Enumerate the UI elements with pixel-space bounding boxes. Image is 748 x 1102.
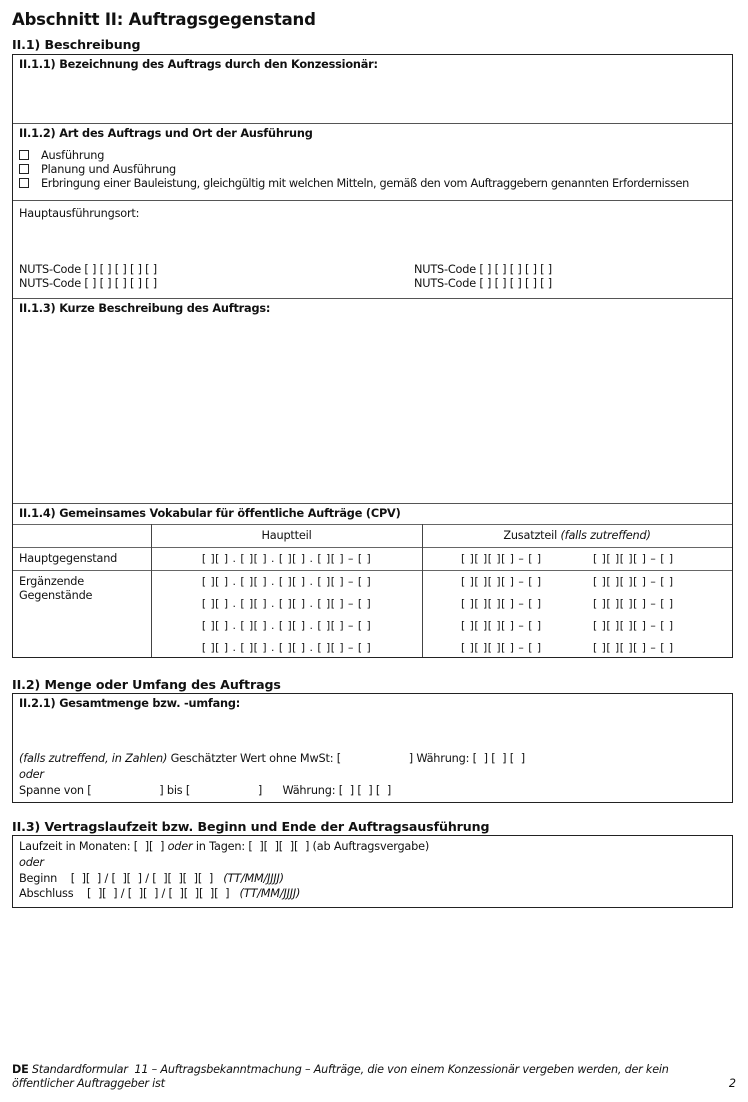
or-text: oder bbox=[19, 768, 44, 781]
menge-box bbox=[12, 693, 733, 803]
footer bbox=[12, 1063, 736, 1091]
divider bbox=[13, 570, 732, 571]
begin-date[interactable]: Beginn [ ][ ] / [ ][ ] / [ ][ ][ ][ ] (TT/MM/JJJJ) bbox=[19, 872, 284, 885]
divider bbox=[422, 524, 423, 657]
cpv-supp-code[interactable]: [ ][ ][ ][ ] – [ ] bbox=[593, 575, 674, 588]
section-heading-beschreibung: II.1) Beschreibung bbox=[12, 37, 141, 52]
field-label: II.1.3) Kurze Beschreibung des Auftrags: bbox=[19, 302, 271, 315]
cpv-extra-main-code[interactable]: [ ][ ] . [ ][ ] . [ ][ ] . [ ][ ] – [ ] bbox=[201, 597, 372, 610]
col-header-hauptteil: Hauptteil bbox=[261, 529, 312, 542]
cpv-supp-code[interactable]: [ ][ ][ ][ ] – [ ] bbox=[593, 597, 674, 610]
nuts-code-2[interactable]: NUTS-Code [ ] [ ] [ ] [ ] [ ] bbox=[19, 277, 157, 290]
cpv-supp-code[interactable]: [ ][ ][ ][ ] – [ ] bbox=[461, 597, 542, 610]
laufzeit-box bbox=[12, 835, 733, 908]
option-bauleistung[interactable]: Erbringung einer Bauleistung, gleichgültig mit welchen Mitteln, gemäß den vom Auftraggebern genannten Erfordernissen bbox=[19, 177, 689, 190]
checkbox[interactable] bbox=[19, 150, 29, 160]
field-bezeichnung[interactable] bbox=[13, 55, 732, 124]
cpv-supp-code[interactable]: [ ][ ][ ][ ] – [ ] bbox=[593, 552, 674, 565]
option-ausfuehrung[interactable]: Ausführung bbox=[19, 149, 104, 162]
cpv-supp-code[interactable]: [ ][ ][ ][ ] – [ ] bbox=[461, 619, 542, 632]
divider bbox=[151, 524, 152, 657]
footer-lang: DE bbox=[12, 1063, 29, 1076]
section-heading-menge: II.2) Menge oder Umfang des Auftrags bbox=[12, 677, 281, 692]
nuts-code-1[interactable]: NUTS-Code [ ] [ ] [ ] [ ] [ ] bbox=[19, 263, 157, 276]
option-planung-und-ausfuehrung[interactable]: Planung und Ausführung bbox=[19, 163, 176, 176]
field-kurze-beschreibung[interactable] bbox=[13, 299, 732, 504]
footer-text-1: Standardformular 11 – Auftragsbekanntmachung – Aufträge, die von einem Konzessionär vergeben werden, der kein bbox=[31, 1063, 669, 1076]
cpv-supp-code[interactable]: [ ][ ][ ][ ] – [ ] bbox=[593, 619, 674, 632]
footer-text-2: öffentlicher Auftraggeber ist bbox=[12, 1077, 165, 1090]
place-label: Hauptausführungsort: bbox=[19, 207, 140, 220]
cpv-supp-code[interactable]: [ ][ ][ ][ ] – [ ] bbox=[461, 575, 542, 588]
cpv-supp-code[interactable]: [ ][ ][ ][ ] – [ ] bbox=[461, 552, 542, 565]
cpv-supp-code[interactable]: [ ][ ][ ][ ] – [ ] bbox=[461, 641, 542, 654]
row-label-gegenstaende: Gegenstände bbox=[19, 589, 93, 602]
field-label: II.1.1) Bezeichnung des Auftrags durch den Konzessionär: bbox=[19, 58, 378, 71]
checkbox[interactable] bbox=[19, 178, 29, 188]
duration-line[interactable]: Laufzeit in Monaten: [ ][ ] oder in Tagen: [ ][ ][ ][ ] (ab Auftragsvergabe) bbox=[19, 840, 430, 853]
or-text: oder bbox=[19, 856, 44, 869]
cpv-table bbox=[13, 504, 732, 657]
range-line[interactable]: Spanne von [ ] bis [ ] Währung: [ ] [ ] [ ] bbox=[19, 784, 392, 797]
field-label: II.2.1) Gesamtmenge bzw. -umfang: bbox=[19, 697, 241, 710]
cpv-extra-main-code[interactable]: [ ][ ] . [ ][ ] . [ ][ ] . [ ][ ] – [ ] bbox=[201, 575, 372, 588]
nuts-code-4[interactable]: NUTS-Code [ ] [ ] [ ] [ ] [ ] bbox=[414, 277, 552, 290]
row-label-ergaenzende: Ergänzende bbox=[19, 575, 84, 588]
estimated-value-line[interactable]: (falls zutreffend, in Zahlen) Geschätzter Wert ohne MwSt: [ ] Währung: [ ] [ ] [ ] bbox=[19, 752, 525, 765]
col-header-zusatzteil: Zusatzteil (falls zutreffend) bbox=[503, 529, 651, 542]
section-heading-vertragslaufzeit: II.3) Vertragslaufzeit bzw. Beginn und Ende der Auftragsausführung bbox=[12, 819, 490, 834]
cpv-extra-main-code[interactable]: [ ][ ] . [ ][ ] . [ ][ ] . [ ][ ] – [ ] bbox=[201, 641, 372, 654]
checkbox[interactable] bbox=[19, 164, 29, 174]
cpv-main-code[interactable]: [ ][ ] . [ ][ ] . [ ][ ] . [ ][ ] – [ ] bbox=[201, 552, 372, 565]
end-date[interactable]: Abschluss [ ][ ] / [ ][ ] / [ ][ ][ ][ ] (TT/MM/JJJJ) bbox=[19, 887, 301, 900]
cpv-extra-main-code[interactable]: [ ][ ] . [ ][ ] . [ ][ ] . [ ][ ] – [ ] bbox=[201, 619, 372, 632]
page-number: 2 bbox=[728, 1077, 736, 1090]
divider bbox=[13, 524, 732, 525]
section-title: Abschnitt II: Auftragsgegenstand bbox=[12, 10, 316, 29]
field-label: II.1.2) Art des Auftrags und Ort der Ausführung bbox=[19, 127, 313, 140]
field-art-des-auftrags bbox=[13, 124, 732, 201]
row-label-hauptgegenstand: Hauptgegenstand bbox=[19, 552, 118, 565]
beschreibung-box bbox=[12, 54, 733, 658]
divider bbox=[13, 547, 732, 548]
field-hauptausfuehrungsort[interactable] bbox=[13, 201, 732, 299]
nuts-code-3[interactable]: NUTS-Code [ ] [ ] [ ] [ ] [ ] bbox=[414, 263, 552, 276]
cpv-supp-code[interactable]: [ ][ ][ ][ ] – [ ] bbox=[593, 641, 674, 654]
field-label: II.1.4) Gemeinsames Vokabular für öffentliche Aufträge (CPV) bbox=[19, 507, 401, 520]
